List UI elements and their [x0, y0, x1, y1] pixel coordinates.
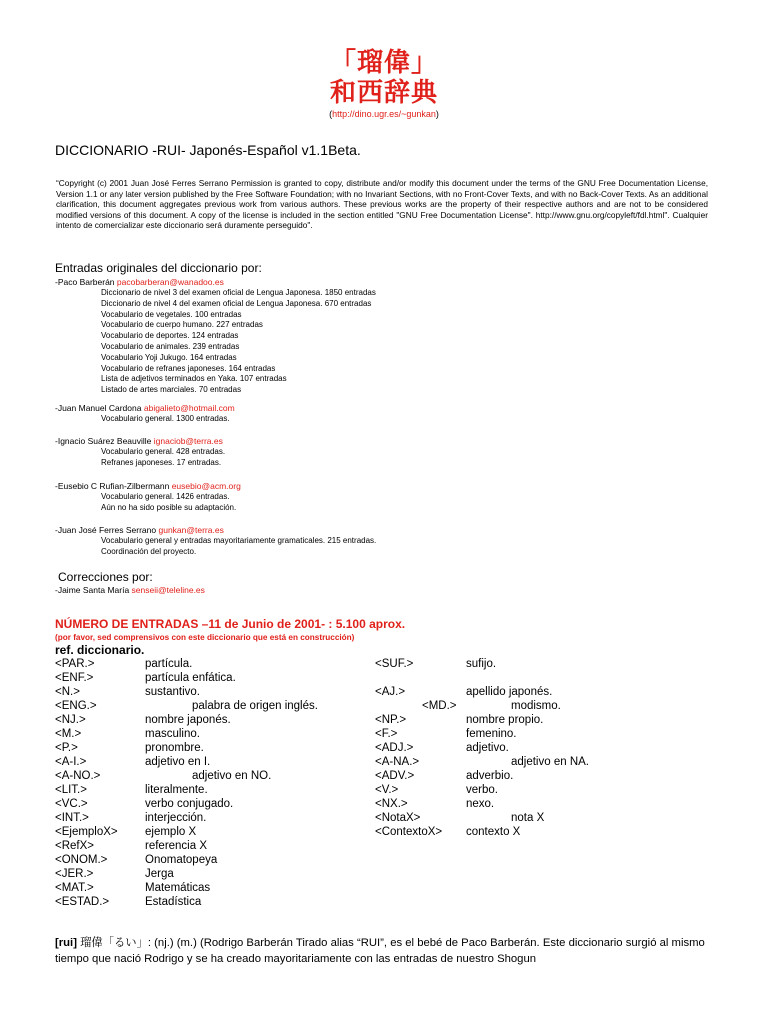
url-open-paren: ( [329, 109, 333, 119]
abbr-meaning: sufijo. [466, 658, 497, 670]
abbr-code: <ADJ.> [375, 742, 414, 754]
contributor-email[interactable]: abigalieto@hotmail.com [143, 403, 235, 413]
contribution-item: Coordinación del proyecto. [101, 546, 197, 556]
abbr-meaning: Matemáticas [145, 882, 211, 894]
abbr-meaning: Estadística [145, 896, 202, 908]
abbr-code: <V.> [375, 784, 399, 796]
abbr-code: <ADV.> [375, 770, 415, 782]
abbr-code: <F.> [375, 728, 398, 740]
abbr-code: <ESTAD.> [55, 896, 110, 908]
abbr-meaning: Jerga [145, 868, 174, 880]
abbr-code: <A-NO.> [55, 770, 101, 782]
entries-count-subtitle: (por favor, sed comprensivos con este diccionario que está en construcción) [55, 633, 355, 642]
abbr-meaning: Onomatopeya [145, 854, 218, 866]
abbr-meaning: nombre japonés. [145, 714, 231, 726]
contribution-item: Vocabulario Yoji Jukugo. 164 entradas [101, 352, 237, 362]
footer-text: 瑠偉「るい」: (nj.) (m.) (Rodrigo Barberán Tirado alias “RUI”, es el bebé de Paco Barberán. Este diccionario surgió al mismo tiempo que nació Rodrigo y se ha creado mayoritariamente con las entradas de nuestro Shogun [55, 937, 705, 965]
contribution-item: Vocabulario de cuerpo humano. 227 entradas [101, 320, 263, 330]
abbr-code: <ContextoX> [375, 826, 443, 838]
abbr-meaning: pronombre. [145, 742, 204, 754]
abbr-meaning: nota X [511, 812, 545, 824]
abbr-meaning: femenino. [466, 728, 517, 740]
abbr-meaning: adjetivo en NO. [192, 770, 272, 782]
abbr-meaning: interjección. [145, 812, 207, 824]
abbr-code: <AJ.> [375, 686, 406, 698]
abbr-meaning: verbo. [466, 784, 498, 796]
abbr-code: <A-NA.> [375, 756, 420, 768]
abbr-code: <ONOM.> [55, 854, 108, 866]
contributor-line [55, 277, 224, 288]
abbr-code: <A-I.> [55, 756, 87, 768]
abbr-meaning: nexo. [466, 798, 495, 810]
abbr-meaning: referencia X [145, 840, 208, 852]
contributor-line [55, 481, 241, 492]
abbr-code: <M.> [55, 728, 82, 740]
abbr-code: <PAR.> [55, 658, 95, 670]
contributor-name: -Ignacio Suárez Beauville [55, 436, 152, 446]
contributor-email[interactable]: eusebio@acm.org [171, 481, 241, 491]
contribution-item: Diccionario de nivel 4 del examen oficial de Lengua Japonesa. 670 entradas [101, 298, 372, 308]
copyright-notice: “Copyright (c) 2001 Juan José Ferres Serrano Permission is granted to copy, distribute and/or modify this document under the terms of the GNU Free Documentation License, Version 1.1 or any later version published by the Free Software Foundation; with no Invariant Sections, with no Front-Cover Texts, and with no Back-Cover Texts. As an additional clarification, this document aggregates previous work from various authors. These previous works are the property of their respective authors and are not to be considered modified versions of this document. A copy of the license is included in the section entitled "GNU Free Documentation License". http://www.gnu.org/copyleft/fdl.html". Cualquier intento de comercializar este diccionario será duramente perseguido". [56, 178, 708, 231]
reference-title: ref. diccionario. [55, 643, 145, 657]
abbr-meaning: partícula. [145, 658, 193, 670]
abbr-code: <P.> [55, 742, 78, 754]
contribution-item: Lista de adjetivos terminados en Yaka. 107 entradas [101, 374, 287, 384]
abbr-code: <MAT.> [55, 882, 94, 894]
title-jp-line1: 「瑠偉」 [329, 48, 438, 78]
abbr-meaning: apellido japonés. [466, 686, 553, 698]
contribution-item: Vocabulario general y entradas mayoritariamente gramaticales. 215 entradas. [101, 536, 377, 545]
contribution-item: Vocabulario de animales. 239 entradas [101, 342, 240, 351]
abbr-code: <RefX> [55, 840, 94, 852]
abbr-code: <ENF.> [55, 672, 94, 684]
abbr-code: <ENG.> [55, 700, 97, 712]
entries-count-title: NÚMERO DE ENTRADAS –11 de Junio de 2001- : 5.100 aprox. [55, 617, 406, 631]
abbr-code: <MD.> [422, 700, 457, 712]
abbr-meaning: adjetivo en NA. [511, 756, 589, 768]
abbr-meaning: ejemplo X [145, 826, 197, 838]
contributor-email[interactable]: gunkan@terra.es [158, 525, 224, 535]
abbr-meaning: verbo conjugado. [145, 798, 234, 810]
abbr-meaning: modismo. [511, 700, 561, 712]
abbr-code: <NJ.> [55, 714, 86, 726]
contributor-name: -Juan José Ferres Serrano [55, 525, 157, 535]
corrector-name: -Jaime Santa María [55, 585, 130, 595]
abbr-code: <INT.> [55, 812, 89, 824]
contribution-item: Vocabulario de refranes japoneses. 164 entradas [101, 363, 276, 373]
abbr-code: <VC.> [55, 798, 88, 810]
footer-entry [55, 935, 715, 967]
contributor-name: -Paco Barberán [55, 277, 115, 287]
contribution-item: Vocabulario general. 1426 entradas. [101, 492, 230, 501]
contribution-item: Aún no ha sido posible su adaptación. [101, 502, 237, 512]
contribution-item: Vocabulario de vegetales. 100 entradas [101, 309, 242, 319]
abbr-code: <LIT.> [55, 784, 87, 796]
contributor-line [55, 403, 235, 414]
footer-headword: [rui] [55, 937, 77, 949]
contribution-item: Refranes japoneses. 17 entradas. [101, 457, 222, 467]
abbr-code: <NX.> [375, 798, 408, 810]
corrections-title: Correcciones por: [58, 570, 153, 584]
abbr-meaning: partícula enfática. [145, 672, 236, 684]
abbr-meaning: adjetivo. [466, 742, 509, 754]
dictionary-header [0, 48, 768, 119]
contribution-item: Vocabulario de deportes. 124 entradas [101, 331, 239, 341]
header-url-line [0, 109, 768, 119]
abbr-meaning: nombre propio. [466, 714, 544, 726]
abbr-meaning: sustantivo. [145, 686, 200, 698]
entries-section-title: Entradas originales del diccionario por: [55, 261, 262, 275]
title-jp-line2: 和西辞典 [329, 78, 438, 108]
contributor-name: -Juan Manuel Cardona [55, 403, 142, 413]
corrector-email[interactable]: senseii@teleline.es [131, 585, 205, 595]
abbr-code: <EjemploX> [55, 826, 118, 838]
contribution-item: Vocabulario general. 428 entradas. [101, 447, 226, 456]
abbr-code: <NotaX> [375, 812, 421, 824]
url-close-paren: ) [435, 109, 439, 119]
contributor-line [55, 436, 223, 447]
contribution-item: Listado de artes marciales. 70 entradas [101, 385, 242, 395]
abbr-meaning: adjetivo en I. [145, 756, 211, 768]
abbr-code: <SUF.> [375, 658, 414, 670]
contributor-line [55, 525, 224, 536]
contribution-item: Diccionario de nivel 3 del examen oficial de Lengua Japonesa. 1850 entradas [101, 288, 376, 297]
contributor-email[interactable]: ignaciob@terra.es [153, 436, 223, 446]
abbr-code: <NP.> [375, 714, 407, 726]
abbr-meaning: masculino. [145, 728, 200, 740]
document-title: DICCIONARIO -RUI- Japonés-Español v1.1Beta. [55, 142, 361, 158]
header-url-link[interactable]: http://dino.ugr.es/~gunkan [332, 109, 436, 119]
corrections-line [55, 585, 205, 596]
abbr-code: <JER.> [55, 868, 94, 880]
contributor-name: -Eusebio C Rufian-Zilbermann [55, 481, 170, 491]
abbr-code: <N.> [55, 686, 80, 698]
abbr-meaning: adverbio. [466, 770, 514, 782]
abbr-meaning: palabra de origen inglés. [192, 700, 318, 712]
abbr-meaning: literalmente. [145, 784, 208, 796]
abbr-meaning: contexto X [466, 826, 521, 838]
contributor-email[interactable]: pacobarberan@wanadoo.es [116, 277, 224, 287]
contribution-item: Vocabulario general. 1300 entradas. [101, 414, 230, 423]
